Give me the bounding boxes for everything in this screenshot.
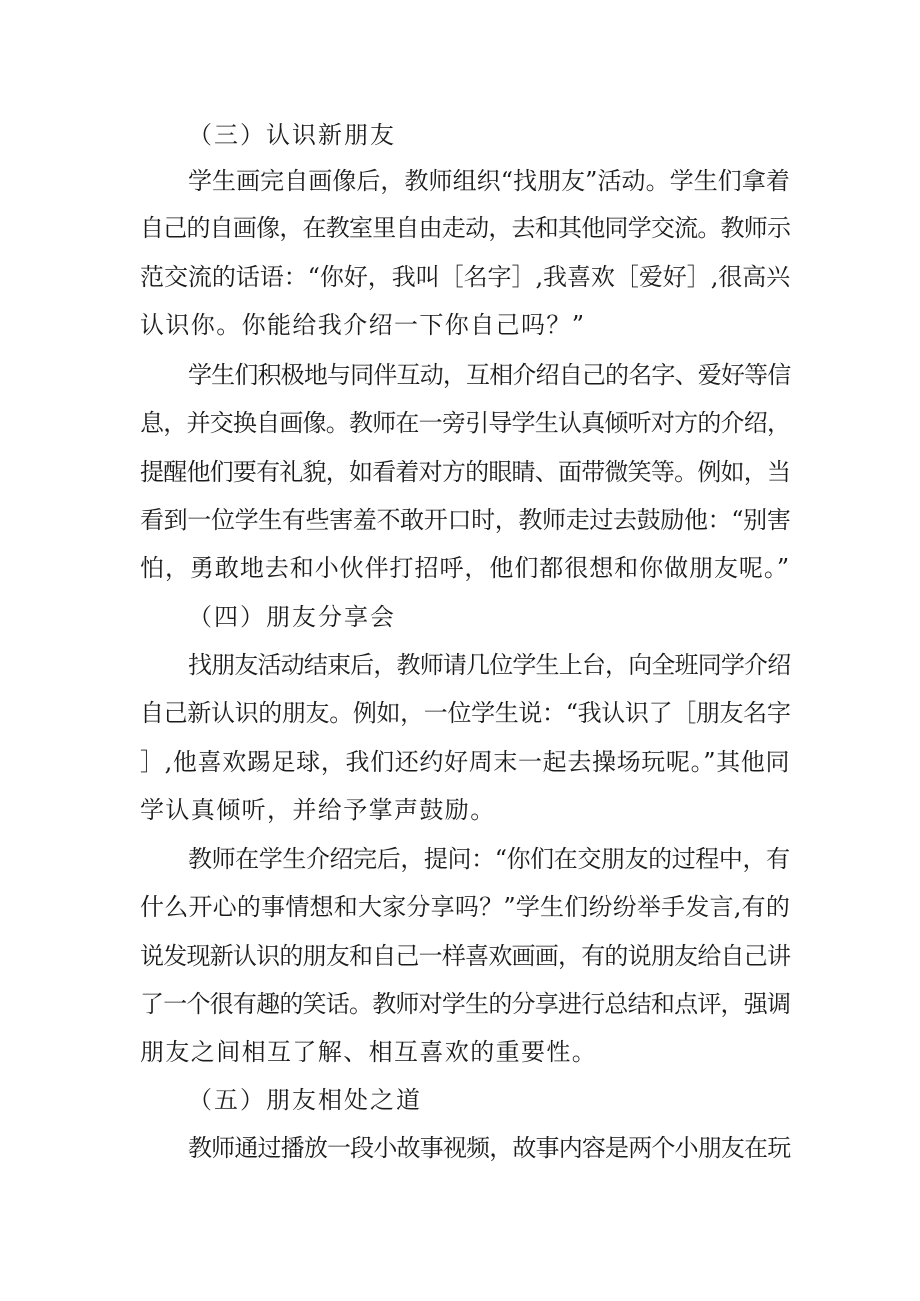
paragraph-line: 学认真倾听，并给予掌声鼓励。 [140,796,496,824]
paragraph-line: ］,他喜欢踢足球，我们还约好周末一起去操场玩呢。”其他同 [140,748,791,776]
paragraph-line: 说发现新认识的朋友和自己一样喜欢画画，有的说朋友给自己讲 [140,942,791,970]
paragraph-line: 自己的自画像，在教室里自由走动，去和其他同学交流。教师示 [140,214,791,242]
section-heading: （三）认识新朋友 [188,121,396,149]
paragraph-line: 朋友之间相互了解、相互喜欢的重要性。 [140,1038,598,1066]
paragraph-line: 范交流的话语：“你好，我叫［名字］,我喜欢［爱好］,很高兴 [140,263,791,291]
paragraph-line: 找朋友活动结束后，教师请几位学生上台，向全班同学介绍 [188,651,791,679]
section-heading: （四）朋友分享会 [188,603,396,631]
paragraph-line: 自己新认识的朋友。例如，一位学生说：“我认识了［朋友名字 [140,699,791,727]
paragraph-line: 学生们积极地与同伴互动，互相介绍自己的名字、爱好等信 [188,361,791,389]
paragraph-line: 息，并交换自画像。教师在一旁引导学生认真倾听对方的介绍， [140,409,791,437]
paragraph-line: 教师通过播放一段小故事视频，故事内容是两个小朋友在玩 [188,1134,791,1162]
paragraph-line: 认识你。你能给我介绍一下你自己吗？” [140,311,586,339]
paragraph-line: 学生画完自画像后，教师组织“找朋友”活动。学生们拿着 [188,167,790,195]
paragraph-line: 什么开心的事情想和大家分享吗？”学生们纷纷举手发言,有的 [140,893,791,921]
section-heading: （五）朋友相处之道 [188,1086,422,1114]
paragraph-line: 看到一位学生有些害羞不敢开口时，教师走过去鼓励他：“别害 [140,506,791,534]
paragraph-line: 了一个很有趣的笑话。教师对学生的分享进行总结和点评，强调 [140,990,791,1018]
paragraph-line: 怕，勇敢地去和小伙伴打招呼，他们都很想和你做朋友呢。” [140,554,791,582]
paragraph-line: 提醒他们要有礼貌，如看着对方的眼睛、面带微笑等。例如，当 [140,458,791,486]
paragraph-line: 教师在学生介绍完后，提问：“你们在交朋友的过程中，有 [188,845,790,873]
